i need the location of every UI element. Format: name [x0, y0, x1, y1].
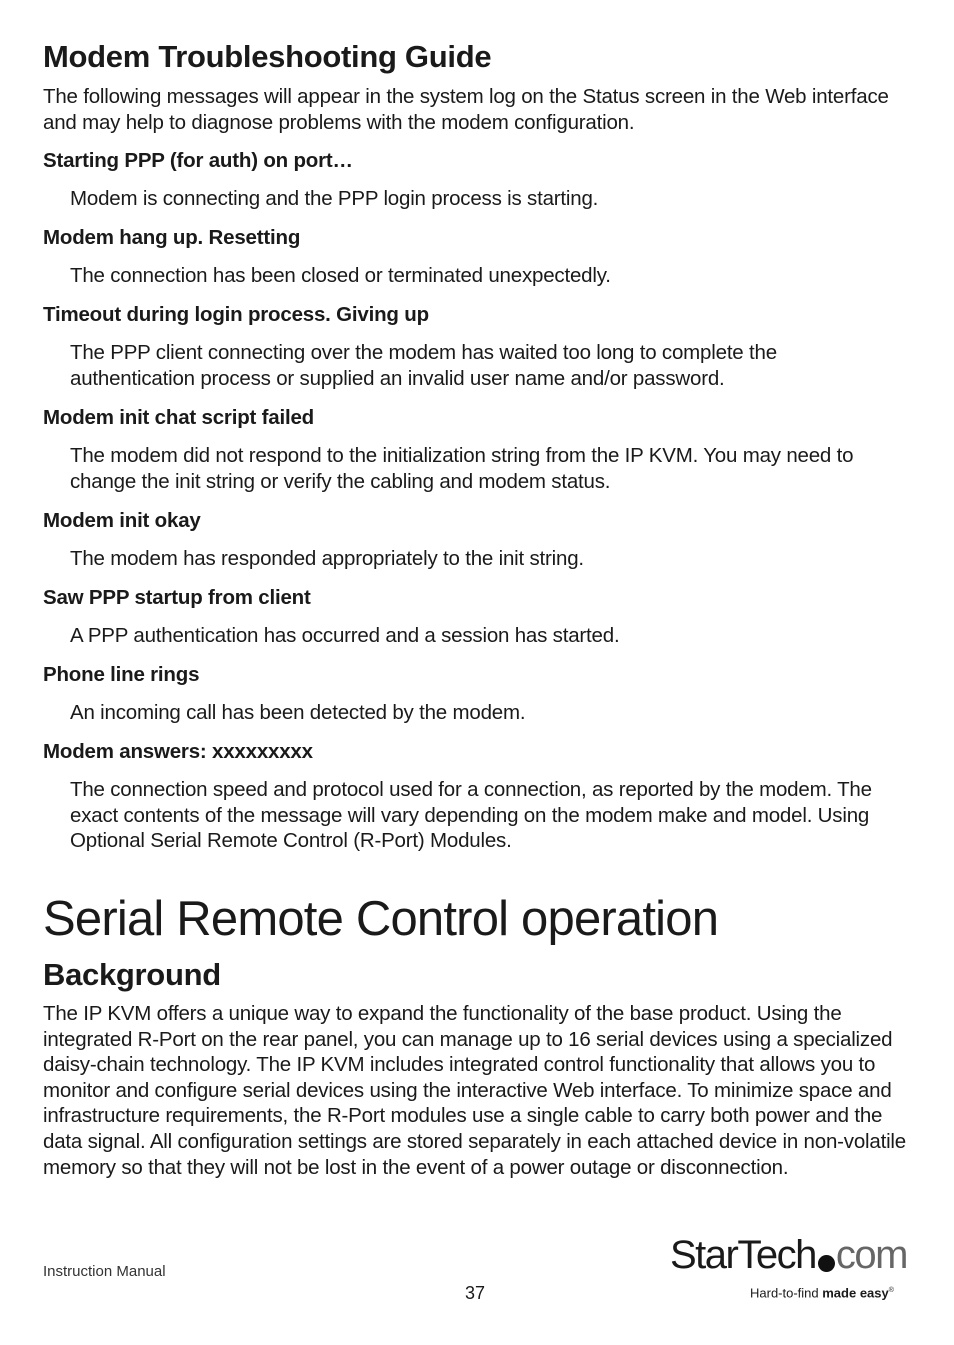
log-message-term: Saw PPP startup from client	[43, 586, 311, 609]
startech-logo	[670, 1232, 910, 1302]
log-message-description: The modem did not respond to the initialization string from the IP KVM. You may need to change the init string or verify the cabling and modem status.	[70, 444, 854, 493]
background-heading: Background	[43, 957, 221, 992]
logo-word-start: StarTech	[670, 1233, 816, 1277]
modem-intro-paragraph: The following messages will appear in the system log on the Status screen in the Web interface and may help to diagnose problems with the modem configuration.	[43, 85, 889, 134]
footer-document-label: Instruction Manual	[43, 1263, 166, 1280]
logo-tagline	[750, 1283, 894, 1301]
log-message-description: The connection has been closed or terminated unexpectedly.	[70, 264, 611, 287]
log-message-description: An incoming call has been detected by the modem.	[70, 701, 526, 724]
log-message-term: Starting PPP (for auth) on port…	[43, 149, 353, 172]
registered-mark: ®	[888, 1287, 894, 1294]
modem-troubleshooting-heading: Modem Troubleshooting Guide	[43, 39, 492, 74]
log-message-description: The modem has responded appropriately to the init string.	[70, 547, 584, 570]
log-message-term: Timeout during login process. Giving up	[43, 303, 429, 326]
log-message-description: The connection speed and protocol used for a connection, as reported by the modem. The exact contents of the message will vary depending on the modem make and model. Using Optional Serial Remote Control (R-Port) Modules.	[70, 778, 872, 853]
background-paragraph: The IP KVM offers a unique way to expand the functionality of the base product. Using the integrated R-Port on the rear panel, you can manage up to 16 serial devices using a specialized daisy-chain technology. The IP KVM includes integrated control functionality that allows you to monitor and configure serial devices using the interactive Web interface. To minimize space and infrastructure requirements, the R-Port modules use a single cable to carry both power and the data signal. All configuration settings are stored separately in each attached device in non-volatile memory so that they will not be lost in the event of a power outage or disconnection.	[43, 1002, 906, 1179]
logo-tagline-bold: made easy	[822, 1285, 889, 1301]
page-number: 37	[465, 1283, 486, 1303]
log-message-term: Modem answers: xxxxxxxxx	[43, 740, 313, 763]
serial-remote-control-title: Serial Remote Control operation	[43, 892, 719, 946]
log-message-term: Phone line rings	[43, 663, 200, 686]
log-message-term: Modem hang up. Resetting	[43, 226, 301, 249]
logo-dot-icon	[818, 1255, 835, 1272]
logo-word-end: com	[835, 1233, 907, 1277]
log-message-description: The PPP client connecting over the modem has waited too long to complete the authentication process or supplied an invalid user name and/or password.	[70, 341, 777, 390]
logo-tagline-light: Hard-to-find	[750, 1285, 823, 1301]
log-message-description: A PPP authentication has occurred and a session has started.	[70, 624, 620, 647]
log-message-term: Modem init chat script failed	[43, 406, 314, 429]
logo-wordmark	[670, 1232, 907, 1278]
log-message-description: Modem is connecting and the PPP login process is starting.	[70, 187, 599, 210]
log-message-term: Modem init okay	[43, 509, 201, 532]
